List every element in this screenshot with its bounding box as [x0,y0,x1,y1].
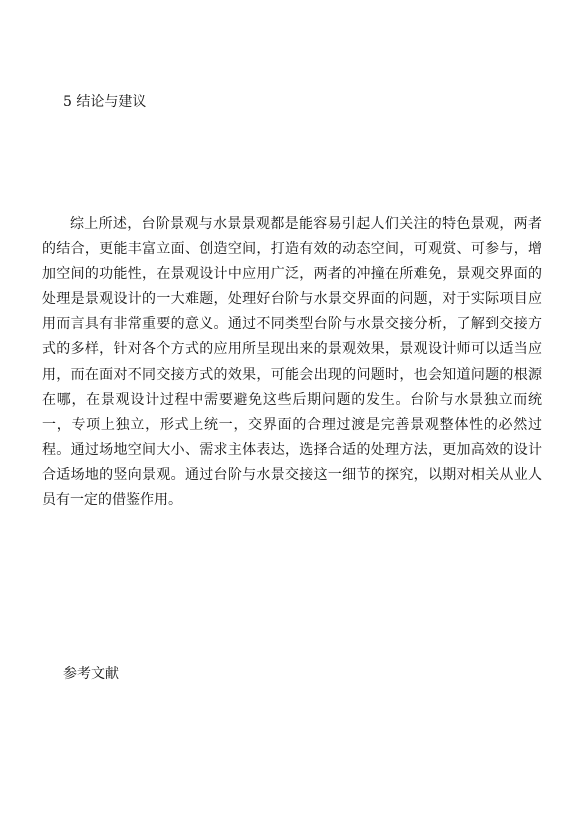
conclusion-paragraph: 综上所述，台阶景观与水景景观都是能容易引起人们关注的特色景观，两者的结合，更能丰富立面、创造空间，打造有效的动态空间，可观赏、可参与，增加空间的功能性，在景观设计中应用广泛，两者的冲撞在所难免，景观交界面的处理是景观设计的一大难题，处理好台阶与水景交界面的问题，对于实际项目应用而言具有非常重要的意义。通过不同类型台阶与水景交接分析，了解到交接方式的多样，针对各个方式的应用所呈现出来的景观效果，景观设计师可以适当应用，而在面对不同交接方式的效果，可能会出现的问题时，也会知道问题的根源在哪，在景观设计过程中需要避免这些后期问题的发生。台阶与水景独立而统一，专项上独立，形式上统一，交界面的合理过渡是完善景观整体性的必然过程。通过场地空间大小、需求主体表达，选择合适的处理方法，更加高效的设计合适场地的竖向景观。通过台阶与水景交接这一细节的探究，以期对相关从业人员有一定的借鉴作用。 [42,216,542,509]
references-heading: 参考文献 [63,666,119,682]
section-heading: 5 结论与建议 [63,94,147,110]
